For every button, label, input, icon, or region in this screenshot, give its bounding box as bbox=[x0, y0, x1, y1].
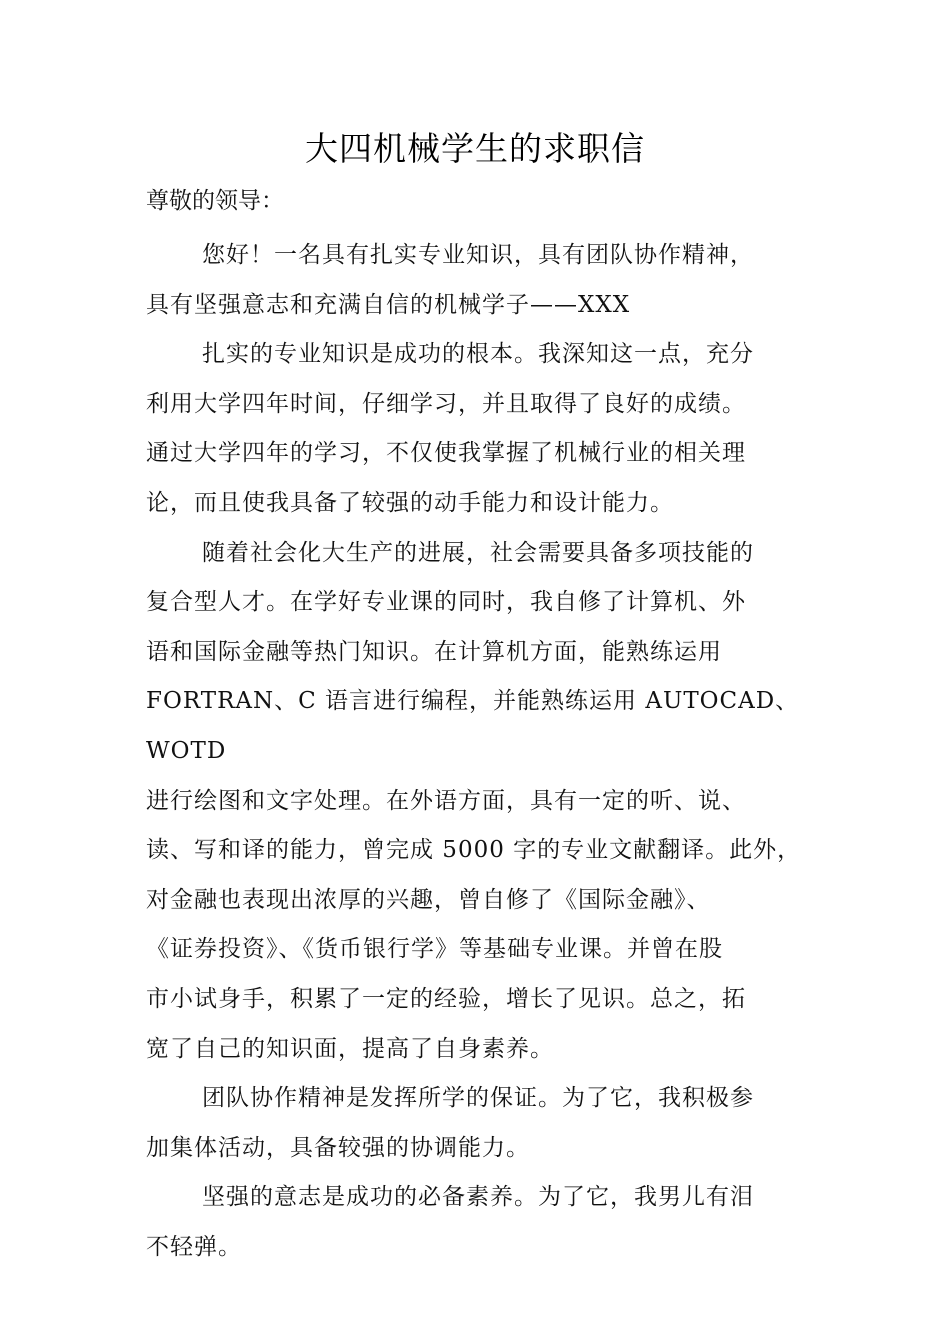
letter-body bbox=[146, 231, 826, 1272]
body-line: 宽了自己的知识面，提高了自身素养。 bbox=[146, 1035, 554, 1062]
body-line: 读、写和译的能力，曾完成 5000 字的专业文献翻译。此外， bbox=[146, 837, 802, 864]
body-line: 语和国际金融等热门知识。在计算机方面，能熟练运用 bbox=[146, 638, 722, 665]
document-title: 大四机械学生的求职信 bbox=[305, 129, 645, 168]
body-line: 坚强的意志是成功的必备素养。为了它，我男儿有泪 bbox=[202, 1184, 754, 1211]
body-line: 团队协作精神是发挥所学的保证。为了它，我积极参 bbox=[202, 1085, 754, 1112]
body-line: 对金融也表现出浓厚的兴趣，曾自修了《国际金融》、 bbox=[146, 886, 711, 913]
body-line: 扎实的专业知识是成功的根本。我深知这一点，充分 bbox=[202, 341, 754, 368]
body-line: 利用大学四年时间，仔细学习，并且取得了良好的成绩。 bbox=[146, 390, 746, 417]
body-line: 您好！一名具有扎实专业知识，具有团队协作精神， bbox=[202, 242, 754, 268]
salutation: 尊敬的领导： bbox=[146, 188, 284, 214]
body-line: FORTRAN、C 语言进行编程，并能熟练运用 AUTOCAD、WOTD bbox=[146, 688, 800, 764]
body-line: 具有坚强意志和充满自信的机械学子——XXX bbox=[146, 291, 631, 318]
body-line: 论，而且使我具备了较强的动手能力和设计能力。 bbox=[146, 489, 674, 516]
body-line: 复合型人才。在学好专业课的同时，我自修了计算机、外 bbox=[146, 589, 746, 616]
body-line: 市小试身手，积累了一定的经验，增长了见识。总之，拓 bbox=[146, 985, 746, 1012]
body-line: 不轻弹。 bbox=[146, 1233, 242, 1260]
body-line: 随着社会化大生产的进展，社会需要具备多项技能的 bbox=[202, 539, 754, 566]
body-line: 《证券投资》、《货币银行学》等基础专业课。并曾在股 bbox=[146, 936, 723, 963]
body-line: 加集体活动，具备较强的协调能力。 bbox=[146, 1134, 530, 1161]
body-line: 通过大学四年的学习，不仅使我掌握了机械行业的相关理 bbox=[146, 440, 746, 467]
body-line: 进行绘图和文字处理。在外语方面，具有一定的听、说、 bbox=[146, 787, 746, 814]
